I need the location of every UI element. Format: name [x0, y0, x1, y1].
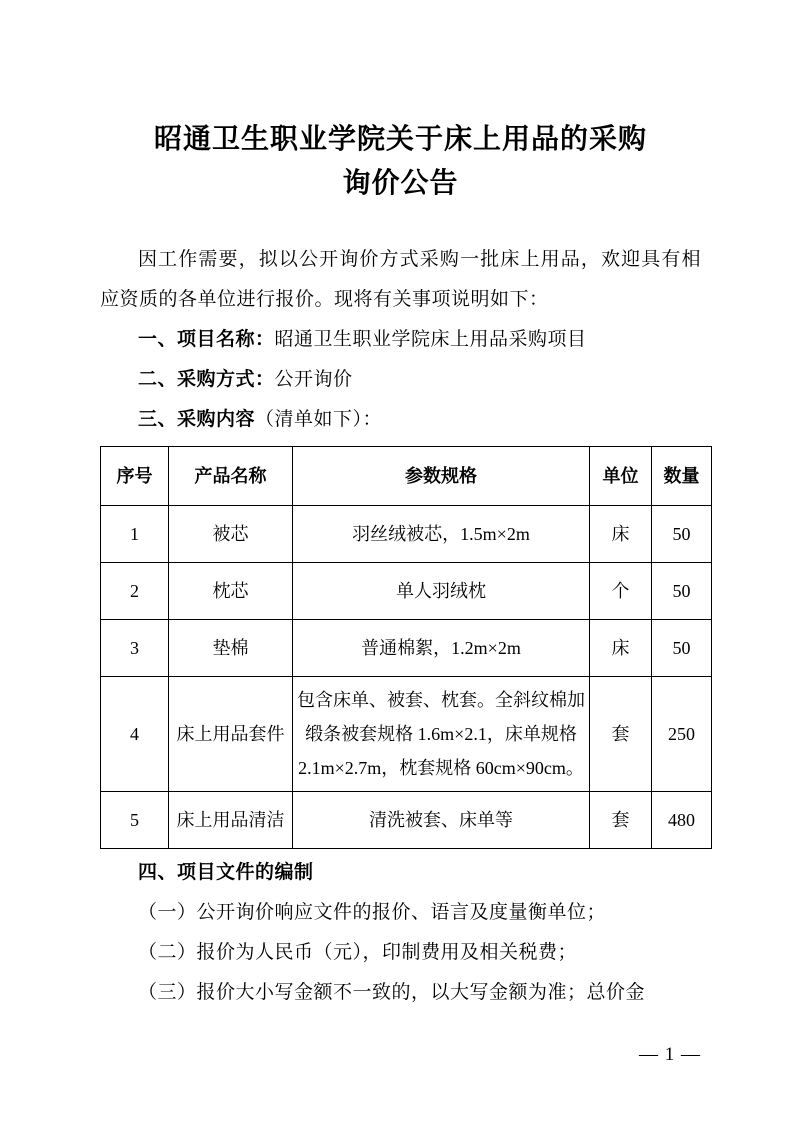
cell-spec: 羽丝绒被芯，1.5m×2m: [293, 506, 590, 563]
cell-spec: 普通棉絮，1.2m×2m: [293, 620, 590, 677]
cell-name: 枕芯: [169, 563, 293, 620]
cell-unit: 个: [590, 563, 652, 620]
title-line-1: 昭通卫生职业学院关于床上用品的采购: [153, 124, 647, 155]
section-procurement-method-label: 二、采购方式：: [138, 369, 275, 390]
section-procurement-content-value: （清单如下）：: [255, 409, 383, 430]
cell-qty: 250: [652, 677, 712, 792]
page-number: — 1 —: [639, 1044, 701, 1065]
section-four-item-1: （一）公开询价响应文件的报价、语言及度量衡单位；: [138, 902, 607, 923]
cell-spec: 包含床单、被套、枕套。全斜纹棉加缎条被套规格 1.6m×2.1，床单规格 2.1m×2.7m，枕套规格 60cm×90cm。: [293, 677, 590, 792]
cell-no: 2: [101, 563, 169, 620]
table-header-no: 序号: [101, 447, 169, 506]
table-row: [101, 620, 712, 677]
cell-spec: 单人羽绒枕: [293, 563, 590, 620]
section-project-name: [100, 320, 701, 360]
title-line-2: 询价公告: [342, 168, 459, 199]
page-title: [100, 118, 701, 206]
table-header-spec: 参数规格: [293, 447, 590, 506]
table-header-unit: 单位: [590, 447, 652, 506]
cell-no: 5: [101, 792, 169, 849]
table-header-qty: 数量: [652, 447, 712, 506]
cell-qty: 50: [652, 506, 712, 563]
cell-qty: 50: [652, 563, 712, 620]
cell-name: 垫棉: [169, 620, 293, 677]
cell-name: 被芯: [169, 506, 293, 563]
cell-name: 床上用品清洁: [169, 792, 293, 849]
cell-unit: 床: [590, 620, 652, 677]
cell-no: 3: [101, 620, 169, 677]
items-table: [100, 446, 712, 849]
table-header-row: [101, 447, 712, 506]
table-header-name: 产品名称: [169, 447, 293, 506]
section-procurement-method-value: 公开询价: [274, 369, 353, 390]
table-row: [101, 792, 712, 849]
section-procurement-method: [100, 360, 701, 400]
section-four-item-3: （三）报价大小写金额不一致的，以大写金额为准；总价金: [138, 982, 646, 1003]
section-four-title: 四、项目文件的编制: [138, 862, 314, 883]
cell-unit: 套: [590, 677, 652, 792]
table-row: [101, 677, 712, 792]
section-procurement-content-label: 三、采购内容: [138, 409, 256, 430]
section-project-name-value: 昭通卫生职业学院床上用品采购项目: [274, 329, 587, 350]
cell-name: 床上用品套件: [169, 677, 293, 792]
section-project-name-label: 一、项目名称：: [138, 329, 275, 350]
cell-qty: 50: [652, 620, 712, 677]
table-row: [101, 563, 712, 620]
items-table-wrapper: [100, 446, 701, 849]
cell-no: 4: [101, 677, 169, 792]
cell-unit: 套: [590, 792, 652, 849]
cell-unit: 床: [590, 506, 652, 563]
cell-no: 1: [101, 506, 169, 563]
section-four-item-2: （二）报价为人民币（元），印制费用及相关税费；: [138, 942, 578, 963]
table-row: [101, 506, 712, 563]
section-procurement-content: [100, 400, 701, 440]
intro-paragraph: 因工作需要，拟以公开询价方式采购一批床上用品，欢迎具有相应资质的各单位进行报价。现将有关事项说明如下：: [100, 249, 701, 310]
cell-qty: 480: [652, 792, 712, 849]
cell-spec: 清洗被套、床单等: [293, 792, 590, 849]
